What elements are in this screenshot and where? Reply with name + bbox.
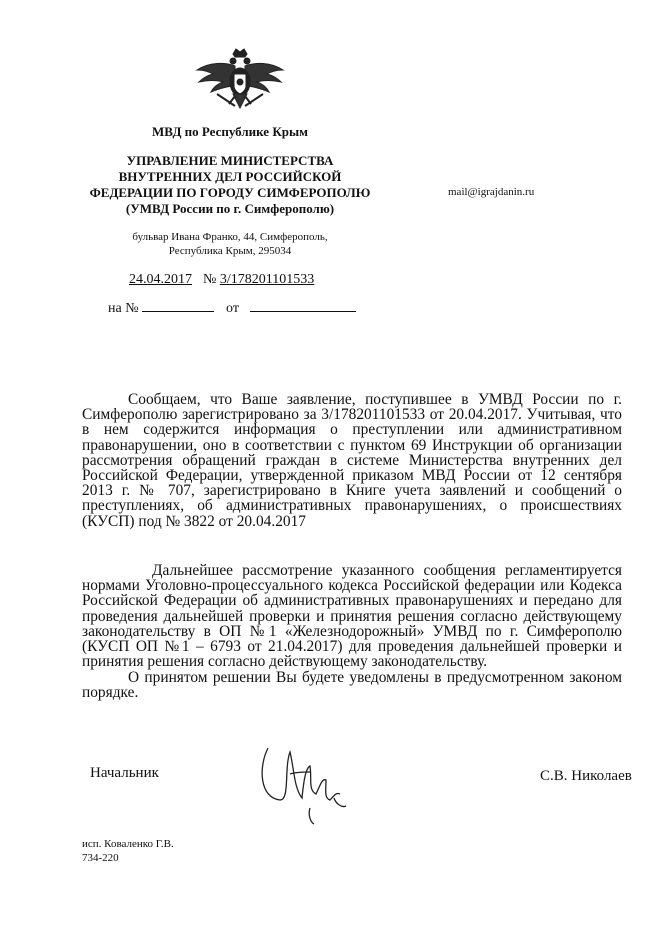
reference-number-label: на № (108, 301, 139, 316)
org-full-name-line-2: ВНУТРЕННИХ ДЕЛ РОССИЙСКОЙ (118, 169, 342, 184)
reference-date-label: от (226, 301, 239, 316)
org-full-name-line-3: ФЕДЕРАЦИИ ПО ГОРОДУ СИМФЕРОПОЛЮ (89, 185, 371, 200)
executor-phone: 734-220 (82, 852, 119, 864)
body-paragraph-2: Дальнейшее рассмотрение указанного сообщения регламентируется нормами Уголовно-процессуального кодекса Российской федерации или Кодекса Российской Федерации об административных правонарушениях и передано для проведения дальнейшей проверки и принятия решения согласно действующему законодательству в ОП №1 «Железнодорожный» УМВД по г. Симферополю (КУСП ОП №1 – 6793 от 21.04.2017) для проведения дальнейшей проверки и принятия решения согласно действующему законодательству. (82, 562, 622, 671)
signer-name: С.В. Николаев (540, 768, 632, 784)
org-full-name-line-4: (УМВД России по г. Симферополю) (125, 201, 335, 216)
executor-name: исп. Коваленко Г.В. (82, 838, 174, 850)
executor-block (82, 837, 174, 865)
signer-position: Начальник (90, 765, 159, 781)
body-paragraph-1: Сообщаем, что Ваше заявление, поступившее в УМВД России по г. Симферополю зарегистрировано за 3/178201101533 от 20.04.2017. Учитывая, что в нем содержится информация о преступлении или административном правонарушении, оно в соответствии с пунктом 69 Инструкции об организации рассмотрения обращений граждан в системе Министерства внутренних дел Российской Федерации, утвержденной приказом МВД России от 12 сентября 2013 г. № 707, зарегистрировано в Книге учета заявлений и сообщений о преступлениях, об административных правонарушениях, о происшествиях (КУСП) под № 3822 от 20.04.2017 (82, 391, 622, 530)
registration-date: 24.04.2017 (129, 272, 192, 287)
handwritten-signature (250, 738, 360, 828)
org-short-name: МВД по Республике Крым (152, 124, 308, 139)
org-full-name-line-1: УПРАВЛЕНИЕ МИНИСТЕРСТВА (126, 153, 334, 168)
mvd-eagle-emblem (195, 48, 285, 126)
body-paragraph-3: О принятом решении Вы будете уведомлены в предусмотренном законом порядке. (82, 669, 622, 702)
recipient-email: mail@igrajdanin.ru (448, 186, 535, 198)
registration-number-prefix: № (203, 272, 217, 287)
org-address-line-2: Республика Крым, 295034 (168, 245, 292, 257)
registration-number (203, 272, 314, 288)
org-address-line-1: бульвар Ивана Франко, 44, Симферополь, (132, 231, 328, 243)
registration-number-value: 3/178201101533 (219, 272, 315, 287)
reference-date-field (226, 297, 356, 317)
reference-number-field (108, 297, 214, 317)
